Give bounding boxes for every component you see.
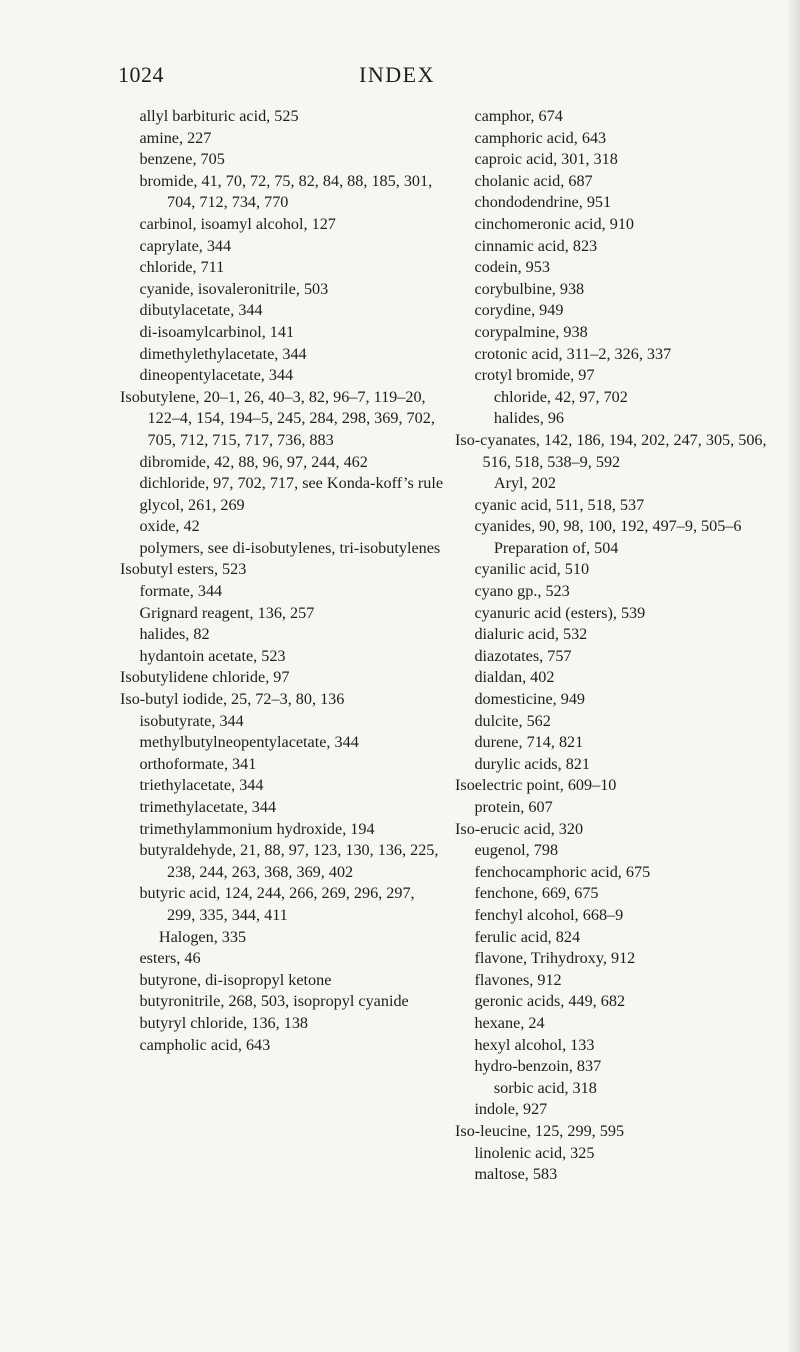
index-entry: chondodendrine, 951 (474, 193, 612, 212)
index-entry: Isoelectric point, 609–10 (455, 776, 617, 795)
index-entry: durylic acids, 821 (474, 754, 590, 773)
page-header (118, 62, 676, 96)
index-entry: Isobutylene, 20–1, 26, 40–3, 82, 96–7, 119–20, 122–4, 154, 194–5, 245, 284, 298, 369, 702, 705, 712, 715, 717, 736, 883 (120, 387, 435, 449)
index-entry: carbinol, isoamyl alcohol, 127 (139, 214, 336, 233)
index-entry: durene, 714, 821 (474, 733, 584, 752)
index-entry: ferulic acid, 824 (474, 927, 581, 946)
index-entry: Iso-butyl iodide, 25, 72–3, 80, 136 (120, 690, 345, 709)
index-entry: crotyl bromide, 97 (474, 366, 595, 385)
index-entry: eugenol, 798 (474, 841, 559, 860)
index-entry: cholanic acid, 687 (474, 171, 593, 190)
index-entry: dichloride, 97, 702, 717, see Konda-koff’s rule (139, 474, 444, 493)
index-entry: amine, 227 (139, 128, 212, 147)
index-entry: dulcite, 562 (474, 711, 551, 730)
index-entry: halides, 82 (139, 625, 210, 644)
index-entry: Preparation of, 504 (493, 538, 619, 557)
index-entry: fenchone, 669, 675 (474, 884, 599, 903)
index-entry: caproic acid, 301, 318 (474, 150, 618, 169)
index-entry: methylbutylneopentylacetate, 344 (139, 733, 359, 752)
index-entry: sorbic acid, 318 (493, 1078, 597, 1097)
index-entry: crotonic acid, 311–2, 326, 337 (474, 344, 672, 363)
index-entry: Grignard reagent, 136, 257 (139, 603, 315, 622)
index-entry: oxide, 42 (139, 517, 200, 536)
index-entry: hydantoin acetate, 523 (139, 646, 286, 665)
index-entry: Isobutylidene chloride, 97 (120, 668, 290, 687)
index-entry: camphor, 674 (474, 107, 563, 125)
index-entry: dialdan, 402 (474, 668, 555, 687)
index-entry: halides, 96 (493, 409, 565, 428)
index-entry: fenchyl alcohol, 668–9 (474, 905, 624, 924)
index-entry: cyanides, 90, 98, 100, 192, 497–9, 505–6 (474, 517, 742, 536)
index-entry: trimethylacetate, 344 (139, 798, 277, 816)
index-entry: butyrone, di-isopropyl ketone (139, 970, 332, 989)
index-entry: orthoformate, 341 (139, 754, 257, 773)
index-entry: butyronitrile, 268, 503, isopropyl cyanide (139, 992, 409, 1011)
index-entry: cyanic acid, 511, 518, 537 (474, 495, 645, 514)
index-entry: cinnamic acid, 823 (474, 236, 598, 255)
index-entry: cyano gp., 523 (474, 582, 570, 601)
index-entry: dimethylethylacetate, 344 (139, 344, 307, 363)
index-entry: cyanide, isovaleronitrile, 503 (139, 279, 329, 298)
index-entry: cyanilic acid, 510 (474, 560, 590, 579)
index-entry: trimethylammonium hydroxide, 194 (139, 819, 375, 838)
index-entry: Iso-leucine, 125, 299, 595 (455, 1121, 625, 1140)
index-entry: fenchocamphoric acid, 675 (474, 862, 651, 881)
index-entry: hexyl alcohol, 133 (474, 1035, 595, 1054)
index-entry: campholic acid, 643 (139, 1035, 271, 1054)
index-entry: domesticine, 949 (474, 690, 586, 709)
index-entry: polymers, see di-isobutylenes, tri-isobutylenes (139, 538, 441, 557)
index-entry: hexane, 24 (474, 1013, 545, 1032)
index-entry: Halogen, 335 (158, 927, 247, 946)
index-entry: dibutylacetate, 344 (139, 301, 263, 320)
index-entry: protein, 607 (474, 798, 553, 816)
index-entry: Isobutyl esters, 523 (120, 560, 247, 579)
index-entry: isobutyrate, 344 (139, 711, 244, 730)
index-entry: butyryl chloride, 136, 138 (139, 1013, 309, 1032)
index-entry: cinchomeronic acid, 910 (474, 214, 635, 233)
page-edge-shadow (786, 0, 800, 1352)
index-entry: flavone, Trihydroxy, 912 (474, 949, 636, 968)
index-entry: dibromide, 42, 88, 96, 97, 244, 462 (139, 452, 368, 471)
index-entry: hydro-benzoin, 837 (474, 1057, 602, 1076)
index-entry: corybulbine, 938 (474, 279, 585, 298)
index-entry: caprylate, 344 (139, 236, 232, 255)
index-entry: allyl barbituric acid, 525 (139, 107, 299, 125)
index-column-right (455, 106, 777, 1186)
page-title: INDEX (359, 62, 435, 87)
index-entry: dineopentylacetate, 344 (139, 366, 294, 385)
index-entry: cyanuric acid (esters), 539 (474, 603, 646, 622)
index-entry: linolenic acid, 325 (474, 1143, 595, 1162)
index-entry: Iso-cyanates, 142, 186, 194, 202, 247, 305, 506, 516, 518, 538–9, 592 (455, 430, 767, 471)
index-entry: camphoric acid, 643 (474, 128, 607, 147)
index-entry: Aryl, 202 (493, 474, 556, 493)
index-entry: corydine, 949 (474, 301, 564, 320)
index-entry: bromide, 41, 70, 72, 75, 82, 84, 88, 185, 301, 704, 712, 734, 770 (139, 171, 433, 212)
index-entry: dialuric acid, 532 (474, 625, 588, 644)
index-entry: maltose, 583 (474, 1165, 558, 1184)
index-entry: geronic acids, 449, 682 (474, 992, 626, 1011)
index-entry: benzene, 705 (139, 150, 225, 169)
page-number: 1024 (118, 62, 164, 87)
index-entry: butyric acid, 124, 244, 266, 269, 296, 297, 299, 335, 344, 411 (139, 884, 415, 924)
index-entry: chloride, 42, 97, 702 (493, 387, 628, 406)
index-entry: formate, 344 (139, 582, 223, 601)
index-entry: indole, 927 (474, 1100, 548, 1119)
index-entry: triethylacetate, 344 (139, 776, 264, 795)
index-column-left (120, 106, 445, 1056)
index-entry: butyraldehyde, 21, 88, 97, 123, 130, 136, 225, 238, 244, 263, 368, 369, 402 (139, 841, 439, 881)
index-entry: Iso-erucic acid, 320 (455, 819, 584, 838)
index-entry: chloride, 711 (139, 258, 225, 277)
index-entry: corypalmine, 938 (474, 322, 588, 341)
index-entry: diazotates, 757 (474, 646, 572, 665)
index-entry: codein, 953 (474, 258, 550, 277)
index-entry: glycol, 261, 269 (139, 495, 245, 514)
index-entry: esters, 46 (139, 949, 201, 968)
index-entry: flavones, 912 (474, 970, 562, 989)
index-entry: di-isoamylcarbinol, 141 (139, 322, 295, 341)
